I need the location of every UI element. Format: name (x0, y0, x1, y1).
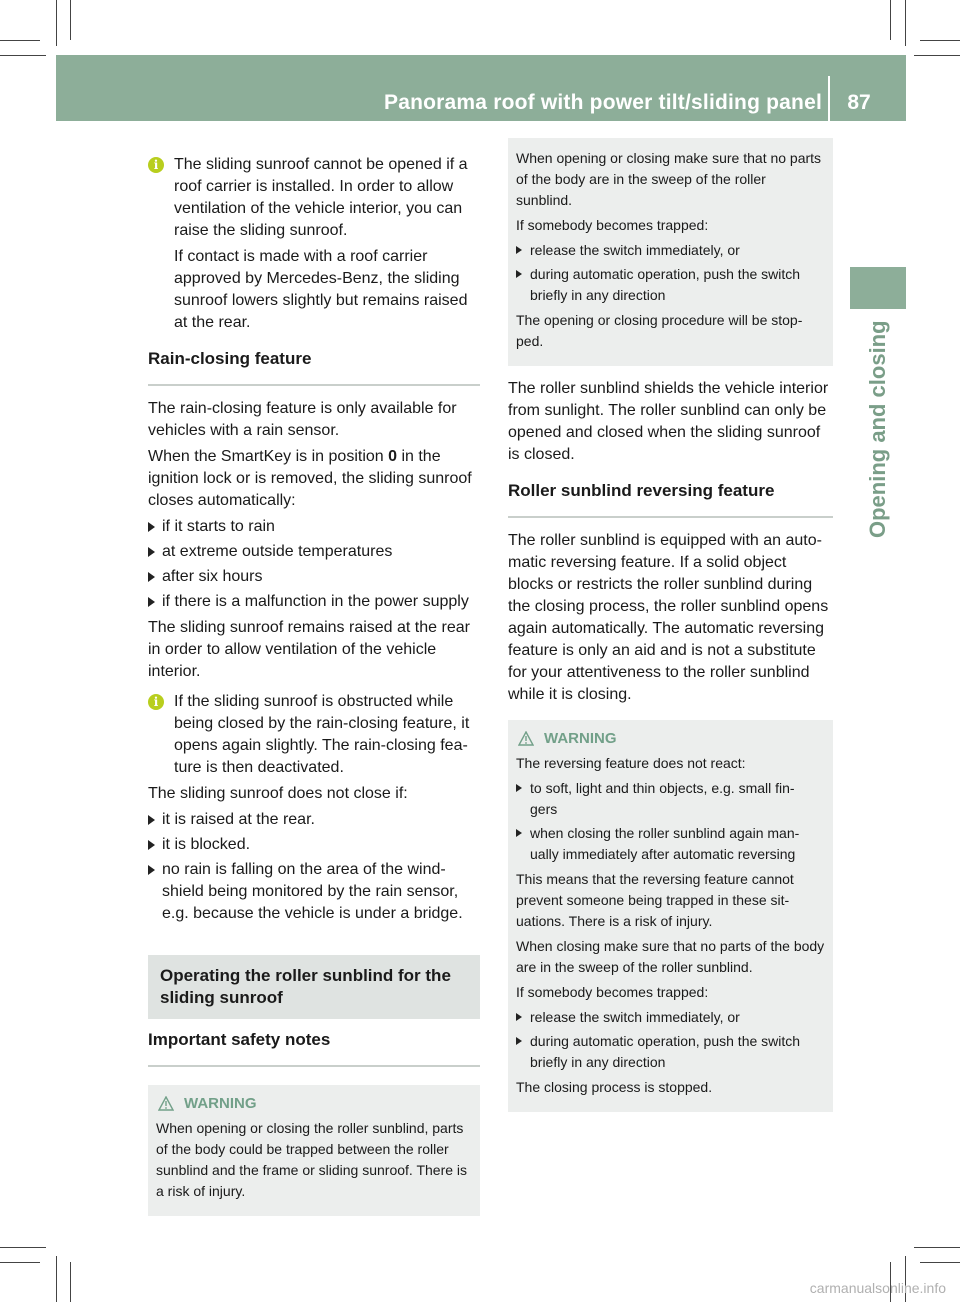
list-item: to soft, light and thin objects, e.g. small fin- gers (516, 778, 825, 820)
crop-mark (914, 55, 960, 56)
bullet-list (516, 778, 825, 865)
safety-notes-heading: Important safety notes (148, 1030, 331, 1049)
list-item: at extreme outside temperatures (148, 541, 480, 563)
crop-mark (920, 1262, 960, 1263)
paragraph: The rain-closing feature is only available for vehicles with a rain sensor. (148, 400, 457, 439)
warning-box (508, 720, 833, 1112)
crop-mark (56, 1256, 57, 1302)
side-tab-label: Opening and closing (865, 320, 890, 538)
info-text: If contact is made with a roof carrier approved by Mercedes-Benz, the sliding sunroof lowers slightly but remains raised at the rear. (174, 248, 468, 331)
warning-text: If somebody becomes trapped: (516, 984, 709, 1000)
info-icon: i (148, 157, 164, 173)
crop-mark (914, 1247, 960, 1248)
warning-triangle-icon (518, 731, 534, 746)
text-span: When the SmartKey is in position (148, 448, 389, 465)
warning-triangle-icon (158, 1096, 174, 1111)
bullet-list (516, 240, 825, 306)
warning-text: When opening or closing make sure that no parts of the body are in the sweep of the roller sunblind. (516, 150, 822, 208)
warning-text: When opening or closing the roller sunblind, parts of the body could be trapped between the roller sunblind and the frame or sliding sunroof. There is a risk of injury. (156, 1120, 468, 1199)
warning-label: WARNING (544, 730, 617, 747)
info-text: If the sliding sunroof is obstructed while being closed by the rain-closing feature, it opens again slightly. The rain-closing fea- ture is then deactivated. (174, 693, 470, 776)
warning-text: If somebody becomes trapped: (516, 217, 709, 233)
section-title-box (148, 955, 480, 1019)
crop-mark (70, 0, 71, 40)
paragraph: The sliding sunroof does not close if: (148, 785, 408, 802)
info-icon: i (148, 694, 164, 710)
list-item: if it starts to rain (148, 516, 480, 538)
crop-mark (0, 55, 46, 56)
list-item: if there is a malfunction in the power supply (148, 591, 480, 613)
text-span: in the ignition lock or is removed, the sliding sunroof closes automatically: (148, 448, 472, 509)
list-item: release the switch immediately, or (516, 1007, 825, 1028)
rain-closing-heading: Rain-closing feature (148, 349, 312, 368)
warning-box-continued (508, 138, 833, 366)
heading-rule (508, 516, 833, 518)
paragraph: The roller sunblind shields the vehicle interior from sunlight. The roller sunblind can only be opened and closed when the sliding sunroof is closed. (508, 380, 829, 463)
warning-title (516, 728, 825, 749)
list-item: when closing the roller sunblind again man- ually immediately after automatic reversing (516, 823, 825, 865)
crop-mark (56, 0, 57, 46)
bullet-list (516, 1007, 825, 1073)
list-item: release the switch immediately, or (516, 240, 825, 261)
warning-text: When closing make sure that no parts of the body are in the sweep of the roller sunblind. (516, 938, 825, 975)
warning-text: This means that the reversing feature cannot prevent someone being trapped in these sit- uations. There is a risk of injury. (516, 871, 794, 929)
header-divider (828, 76, 830, 121)
bullet-list (148, 809, 480, 925)
paragraph: The sliding sunroof remains raised at the rear in order to allow ventilation of the vehicle interior. (148, 619, 470, 680)
watermark: carmanualsonline.info (809, 1280, 946, 1296)
paragraph: The roller sunblind is equipped with an auto- matic reversing feature. If a solid object blocks or restricts the roller sunblind during the closing process, the roller sunblind opens again automatically. The automatic reversing feature is only an aid and is not a substitute for your attentiveness to the roller sunblind while it is closing. (508, 532, 829, 703)
paragraph (148, 446, 480, 512)
list-item: it is raised at the rear. (148, 809, 480, 831)
section-title: Operating the roller sunblind for the sliding sunroof (160, 966, 451, 1007)
warning-box (148, 1085, 480, 1216)
left-column (148, 154, 480, 1216)
list-item: after six hours (148, 566, 480, 588)
crop-mark (0, 1262, 40, 1263)
crop-mark (0, 1247, 46, 1248)
crop-mark (920, 40, 960, 41)
right-column (508, 150, 833, 1112)
crop-mark (0, 40, 40, 41)
position-value: 0 (388, 448, 398, 465)
info-text: The sliding sunroof cannot be opened if a roof carrier is installed. In order to allow ventilation of the vehicle interior, you can raise the sliding sunroof. (174, 156, 468, 239)
crop-mark (890, 0, 891, 40)
list-item: no rain is falling on the area of the wind- shield being monitored by the rain sensor, e.g. because the vehicle is under a bridge. (148, 859, 480, 925)
heading-rule (148, 384, 480, 386)
list-item: during automatic operation, push the switch briefly in any direction (516, 264, 825, 306)
warning-title (156, 1093, 472, 1114)
warning-text: The opening or closing procedure will be stop- ped. (516, 312, 803, 349)
crop-mark (905, 0, 906, 46)
warning-text: The closing process is stopped. (516, 1079, 713, 1095)
list-item: during automatic operation, push the switch briefly in any direction (516, 1031, 825, 1073)
heading-rule (148, 1065, 480, 1067)
info-note (148, 691, 480, 779)
warning-text: The reversing feature does not react: (516, 755, 746, 771)
info-note (148, 154, 480, 334)
reversing-heading: Roller sunblind reversing feature (508, 481, 775, 500)
page-number: 87 (847, 91, 871, 114)
warning-label: WARNING (184, 1095, 257, 1112)
page-title: Panorama roof with power tilt/sliding panel (384, 91, 822, 114)
side-tab-marker (850, 267, 906, 309)
bullet-list (148, 516, 480, 613)
crop-mark (70, 1262, 71, 1302)
list-item: it is blocked. (148, 834, 480, 856)
